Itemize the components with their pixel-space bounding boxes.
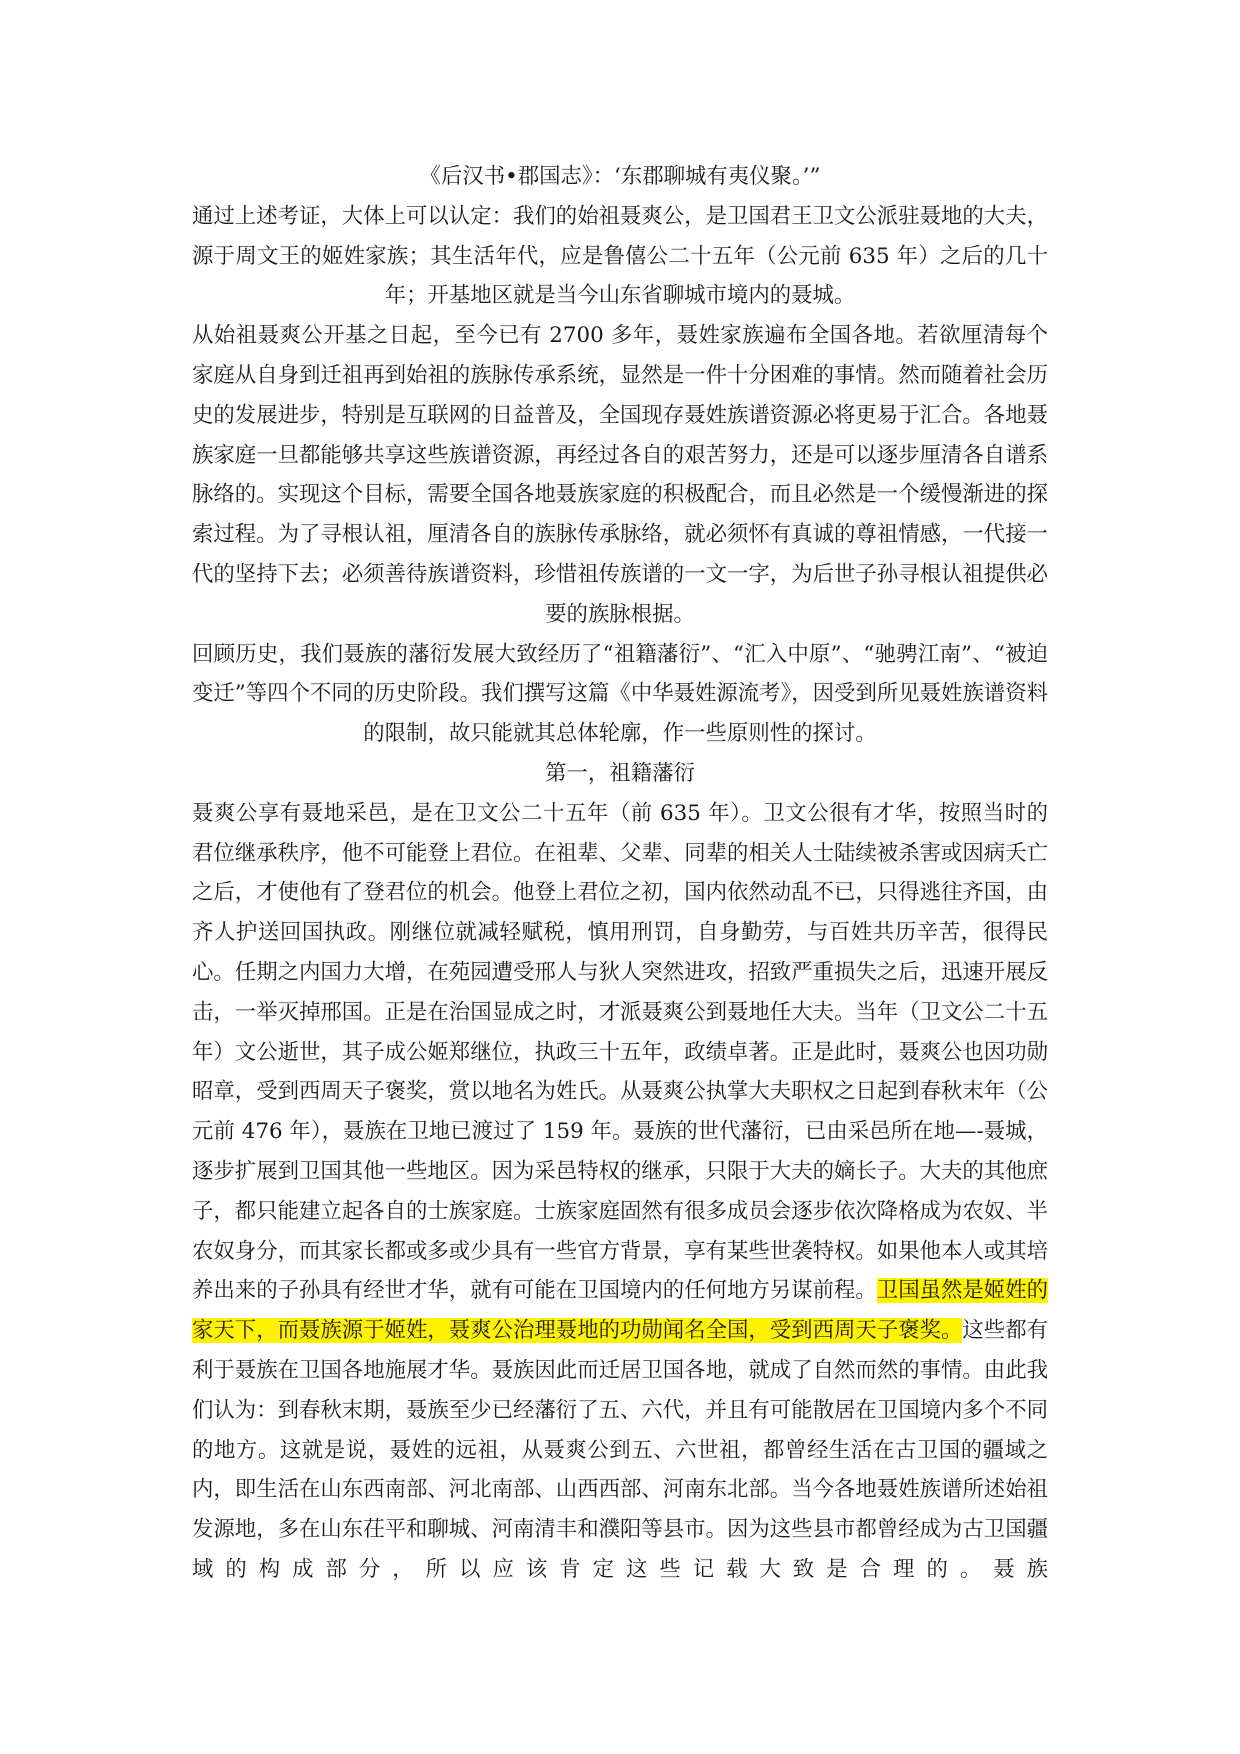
document-body — [192, 157, 1048, 1590]
paragraph-history-stages: 回顾历史，我们聂族的藩衍发展大致经历了“祖籍藩衍”、“汇入中原”、“驰骋江南”、“被迫变迁”等四个不同的历史阶段。我们撰写这篇《中华聂姓源流考》，因受到所见聂姓族谱资料的限制，故只能就其总体轮廓，作一些原则性的探讨。 — [192, 641, 1048, 747]
quote-line: 《后汉书•郡国志》：‘东郡聊城有夷仪聚。’” — [419, 164, 821, 189]
paragraph-ancestral-expansion — [192, 794, 1048, 1590]
paragraph-text-before-highlight: 聂爽公享有聂地采邑，是在卫文公二十五年（前 635 年）。卫文公很有才华，按照当时的君位继承秩序，他不可能登上君位。在祖辈、父辈、同辈的相关人士陆续被杀害或因病夭亡之后，才使他有了登君位的机会。他登上君位之初，国内依然动乱不已，只得逃往齐国，由齐人护送回国执政。刚继位就减轻赋税，慎用刑罚，自身勤劳，与百姓共历辛苦，很得民心。任期之内国力大增，在苑园遭受邢人与狄人突然进攻，招致严重损失之后，迅速开展反击，一举灭掉邢国。正是在治国显成之时，才派聂爽公到聂地任大夫。当年（卫文公二十五年）文公逝世，其子成公姬郑继位，执政三十五年，政绩卓著。正是此时，聂爽公也因功勋昭章，受到西周天子褒奖，赏以地名为姓氏。从聂爽公执掌大夫职权之日起到春秋末年（公元前 476 年），聂族在卫地已渡过了 159 年。聂族的世代藩衍，已由采邑所在地—-聂城，逐步扩展到卫国其他一些地区。因为采邑特权的继承，只限于大夫的嫡长子。大夫的其他庶子，都只能建立起各自的士族家庭。士族家庭固然有很多成员会逐步依次降格成为农奴、半农奴身分，而其家长都或多或少具有一些官方背景，享有某些世袭特权。如果他本人或其培养出来的子孙具有经世才华，就有可能在卫国境内的任何地方另谋前程。 — [192, 800, 1048, 1304]
section-heading: 第一，祖籍藩衍 — [545, 760, 695, 786]
paragraph-text-after-highlight: 这些都有利于聂族在卫国各地施展才华。聂族因此而迁居卫国各地，就成了自然而然的事情。由此我们认为：到春秋末期，聂族至少已经藩衍了五、六代，并且有可能散居在卫国境内多个不同的地方。这就是说，聂姓的远祖，从聂爽公到五、六世祖，都曾经生活在古卫国的疆域之内，即生活在山东西南部、河北南部、山西西部、河南东北部。当今各地聂姓族谱所述始祖发源地，多在山东茌平和聊城、河南清丰和濮阳等县市。因为这些县市都曾经成为古卫国疆域的构成部分，所以应该肯定这些记载大致是合理的。聂族 — [192, 1318, 1048, 1582]
paragraph-conclusion: 通过上述考证，大体上可以认定：我们的始祖聂爽公，是卫国君王卫文公派驻聂地的大夫，源于周文王的姬姓家族；其生活年代，应是鲁僖公二十五年（公元前 635 年）之后的几十年；开基地区就是当今山东省聊城市境内的聂城。 — [192, 203, 1048, 309]
highlighted-text: 卫国虽然是姬姓的家天下，而聂族源于姬姓，聂爽公治理聂地的功勋闻名全国，受到西周天子褒奖。 — [192, 1278, 1048, 1344]
paragraph-lineage: 从始祖聂爽公开基之日起，至今已有 2700 多年，聂姓家族遍布全国各地。若欲厘清每个家庭从自身到迁祖再到始祖的族脉传承系统，显然是一件十分困难的事情。然而随着社会历史的发展进步，特别是互联网的日益普及，全国现存聂姓族谱资源必将更易于汇合。各地聂族家庭一旦都能够共享这些族谱资源，再经过各自的艰苦努力，还是可以逐步厘清各自谱系脉络的。实现这个目标，需要全国各地聂族家庭的积极配合，而且必然是一个缓慢渐进的探索过程。为了寻根认祖，厘清各自的族脉传承脉络，就必须怀有真诚的尊祖情感，一代接一代的坚持下去；必须善待族谱资料，珍惜祖传族谱的一文一字，为后世子孙寻根认祖提供必要的族脉根据。 — [192, 323, 1048, 627]
